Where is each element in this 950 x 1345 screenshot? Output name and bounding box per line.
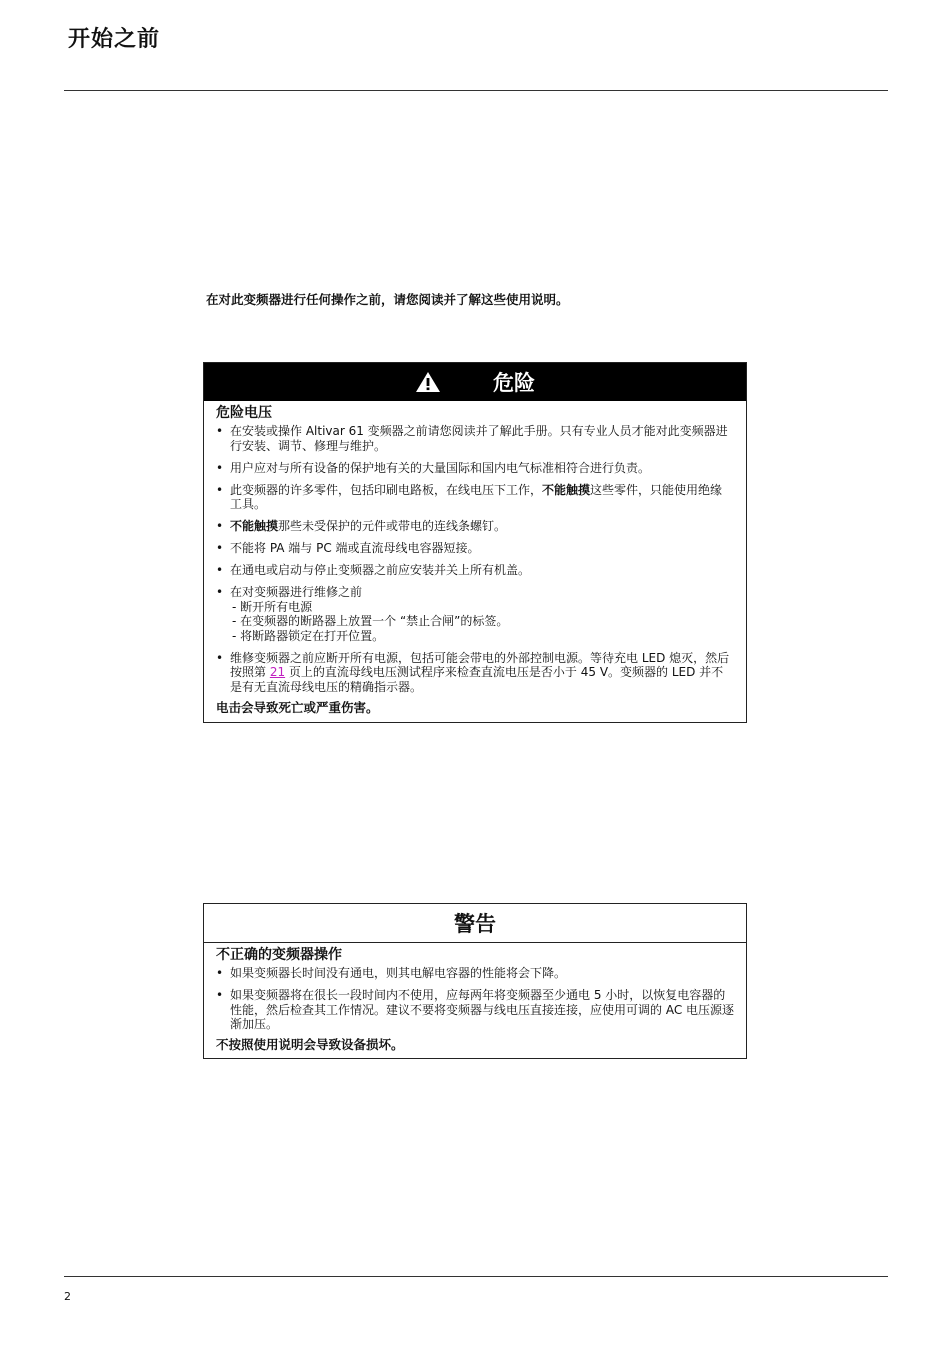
list-item — [216, 966, 734, 981]
footer-rule — [64, 1276, 888, 1277]
item-text: 不能将 PA 端与 PC 端或直流母线电容器短接。 — [230, 541, 480, 555]
bullet: • — [216, 988, 224, 1002]
sub-item: - 在变频器的断路器上放置一个 “禁止合闸”的标签。 — [232, 614, 509, 628]
sub-item: - 将断路器锁定在打开位置。 — [232, 628, 385, 643]
bullet: • — [216, 541, 224, 555]
warning-consequence: 不按照使用说明会导致设备损坏。 — [216, 1037, 404, 1052]
danger-subtitle: 危险电压 — [216, 405, 272, 421]
list-item — [216, 563, 734, 578]
item-text: 维修变频器之前应断开所有电源，包括可能会带电的外部控制电源。等待充电 LED 熄灭，然后按照第 — [230, 650, 730, 679]
item-text: 如果变频器将在很长一段时间内不使用，应每两年将变频器至少通电 5 小时，以恢复电容器的性能，然后检查其工作情况。建议不要将变频器与线电压直接连接，应使用可调的 AC 电压源逐渐加压。 — [230, 988, 735, 1031]
list-item — [216, 424, 734, 453]
list-item — [216, 461, 734, 476]
list-item — [216, 519, 734, 534]
item-text: 用户应对与所有设备的保护地有关的大量国际和国内电气标准相符合进行负责。 — [230, 460, 651, 475]
danger-title: 危险 — [493, 370, 535, 395]
danger-box — [203, 362, 747, 723]
bullet: • — [216, 650, 224, 665]
item-text-bold: 不能触摸 — [542, 482, 591, 497]
item-text: 那些未受保护的元件或带电的连线条螺钉。 — [278, 519, 507, 533]
page-link[interactable]: 21 — [269, 665, 286, 679]
item-text: 如果变频器长时间没有通电，则其电解电容器的性能将会下降。 — [230, 966, 567, 980]
warning-box — [203, 903, 747, 1059]
warning-subtitle: 不正确的变频器操作 — [216, 947, 342, 963]
warning-header — [204, 904, 746, 943]
bullet: • — [216, 519, 224, 533]
bullet: • — [216, 424, 224, 438]
item-text-bold: 不能触摸 — [230, 519, 279, 533]
bullet: • — [216, 482, 224, 497]
item-text: 在安装或操作 Altivar 61 变频器之前请您阅读并了解此手册。只有专业人员才能对此变频器进行安装、调节、修理与维护。 — [230, 424, 728, 453]
list-item — [216, 483, 734, 512]
page-title: 开始之前 — [68, 26, 161, 52]
list-item — [216, 988, 734, 1032]
bullet: • — [216, 563, 224, 577]
bullet: • — [216, 585, 224, 599]
item-text: 此变频器的许多零件，包括印刷电路板，在线电压下工作， — [230, 482, 543, 497]
warning-triangle-icon — [415, 371, 441, 393]
bullet: • — [216, 460, 224, 475]
sub-item: - 断开所有电源 — [232, 599, 313, 614]
item-text: 页上的直流母线电压测试程序来检查直流电压是否小于 45 V。变频器的 LED 并不是有无直流母线电压的精确指示器。 — [230, 665, 724, 694]
item-text: 在对变频器进行维修之前 — [230, 585, 363, 599]
list-item — [216, 585, 734, 643]
page-number: 2 — [64, 1290, 71, 1303]
warning-title: 警告 — [454, 911, 496, 936]
header-rule — [64, 90, 888, 91]
intro-text: 在对此变频器进行任何操作之前，请您阅读并了解这些使用说明。 — [206, 292, 569, 307]
list-item — [216, 651, 734, 695]
danger-consequence: 电击会导致死亡或严重伤害。 — [216, 699, 379, 715]
danger-header — [204, 363, 746, 401]
item-text: 这些零件，只能使用绝缘工具。 — [230, 482, 723, 511]
item-text: 在通电或启动与停止变频器之前应安装并关上所有机盖。 — [230, 563, 531, 577]
bullet: • — [216, 966, 224, 980]
list-item — [216, 541, 734, 556]
